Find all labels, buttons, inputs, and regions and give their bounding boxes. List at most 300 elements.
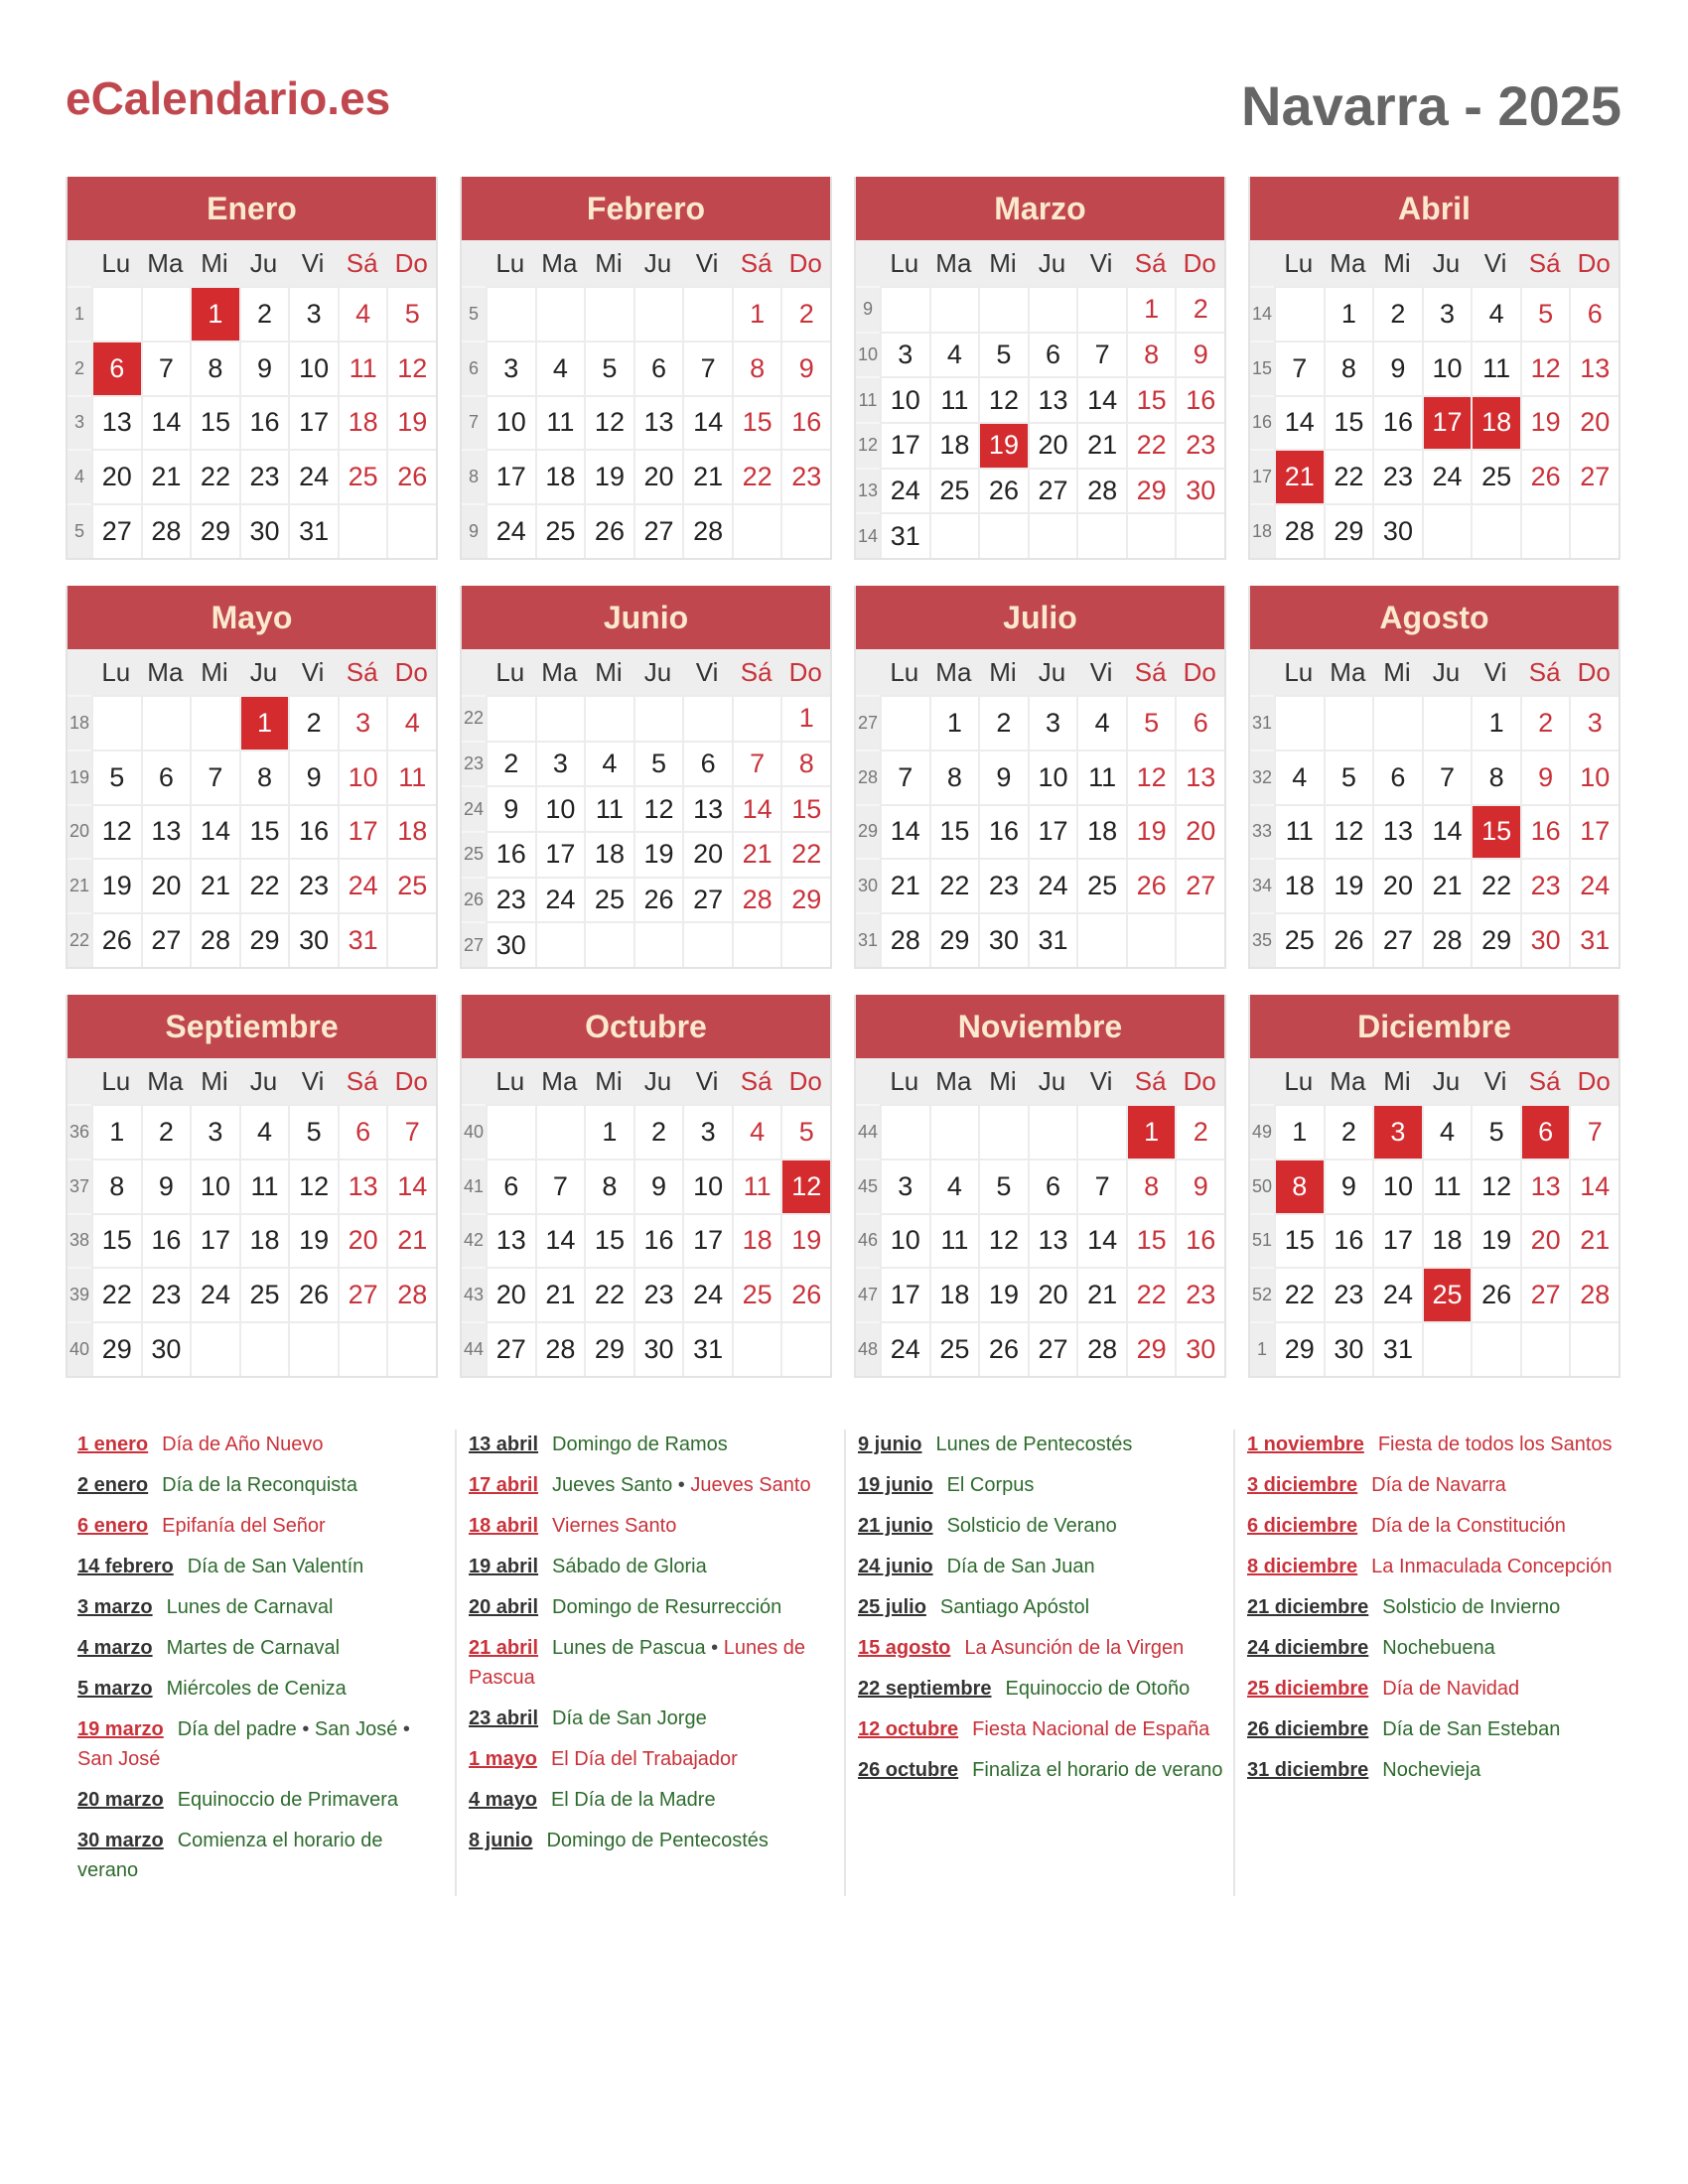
day-cell[interactable]: 8 [780,741,830,786]
holiday-date[interactable]: 6 enero [77,1515,149,1537]
day-cell[interactable]: 3 [880,332,929,377]
day-cell[interactable]: 26 [780,1267,830,1321]
holiday-date[interactable]: 4 mayo [469,1789,537,1811]
holiday-date[interactable]: 12 octubre [858,1718,959,1740]
day-cell[interactable]: 19 [1126,804,1176,859]
day-cell[interactable]: 20 [338,1213,387,1268]
day-cell[interactable]: 28 [1422,912,1472,967]
day-cell[interactable]: 31 [288,503,338,558]
day-cell[interactable]: 5 [91,750,141,804]
day-cell[interactable]: 15 [239,804,289,859]
day-cell[interactable]: 19 [288,1213,338,1268]
day-cell[interactable]: 22 [1274,1267,1324,1321]
day-cell[interactable]: 7 [732,741,781,786]
day-cell[interactable]: 18 [1471,395,1520,450]
day-cell[interactable]: 25 [239,1267,289,1321]
day-cell[interactable]: 14 [386,1159,436,1213]
day-cell[interactable]: 4 [338,286,387,341]
day-cell[interactable]: 31 [682,1321,732,1376]
holiday-date[interactable]: 3 marzo [77,1596,153,1618]
day-cell[interactable]: 15 [732,395,781,450]
day-cell[interactable]: 8 [1471,750,1520,804]
day-cell[interactable]: 17 [535,831,585,877]
day-cell[interactable]: 15 [1324,395,1373,450]
day-cell[interactable]: 25 [1274,912,1324,967]
day-cell[interactable]: 26 [1471,1267,1520,1321]
day-cell[interactable]: 25 [386,858,436,912]
day-cell[interactable]: 5 [584,341,633,395]
day-cell[interactable]: 14 [190,804,239,859]
day-cell[interactable]: 13 [486,1213,535,1268]
day-cell[interactable]: 10 [190,1159,239,1213]
day-cell[interactable]: 14 [732,785,781,831]
day-cell[interactable]: 31 [880,512,929,558]
day-cell[interactable]: 8 [732,341,781,395]
day-cell[interactable]: 20 [1028,1267,1077,1321]
holiday-date[interactable]: 1 mayo [469,1748,537,1770]
day-cell[interactable]: 14 [1274,395,1324,450]
day-cell[interactable]: 24 [1372,1267,1422,1321]
day-cell[interactable]: 30 [1324,1321,1373,1376]
holiday-date[interactable]: 23 abril [469,1707,539,1729]
day-cell[interactable]: 4 [1471,286,1520,341]
day-cell[interactable]: 4 [386,695,436,750]
day-cell[interactable]: 22 [1126,422,1176,468]
day-cell[interactable]: 16 [486,831,535,877]
day-cell[interactable]: 31 [1372,1321,1422,1376]
day-cell[interactable]: 5 [1324,750,1373,804]
day-cell[interactable]: 1 [1324,286,1373,341]
day-cell[interactable]: 19 [1471,1213,1520,1268]
day-cell[interactable]: 27 [1028,468,1077,513]
day-cell[interactable]: 25 [732,1267,781,1321]
day-cell[interactable]: 16 [1372,395,1422,450]
day-cell[interactable]: 5 [1471,1104,1520,1159]
day-cell[interactable]: 24 [1569,858,1618,912]
holiday-date[interactable]: 21 diciembre [1247,1596,1369,1618]
day-cell[interactable]: 4 [929,332,979,377]
day-cell[interactable]: 3 [1028,695,1077,750]
day-cell[interactable]: 12 [978,1213,1028,1268]
day-cell[interactable]: 27 [91,503,141,558]
day-cell[interactable]: 8 [1324,341,1373,395]
day-cell[interactable]: 26 [91,912,141,967]
day-cell[interactable]: 12 [386,341,436,395]
day-cell[interactable]: 3 [288,286,338,341]
day-cell[interactable]: 14 [141,395,191,450]
day-cell[interactable]: 19 [1520,395,1570,450]
holiday-date[interactable]: 17 abril [469,1474,539,1496]
holiday-date[interactable]: 14 febrero [77,1556,174,1577]
day-cell[interactable]: 26 [633,877,683,922]
holiday-date[interactable]: 19 abril [469,1556,539,1577]
day-cell[interactable]: 30 [288,912,338,967]
day-cell[interactable]: 18 [338,395,387,450]
day-cell[interactable]: 4 [1076,695,1126,750]
day-cell[interactable]: 27 [486,1321,535,1376]
day-cell[interactable]: 16 [288,804,338,859]
day-cell[interactable]: 18 [929,1267,979,1321]
day-cell[interactable]: 28 [190,912,239,967]
holiday-date[interactable]: 13 abril [469,1433,539,1455]
day-cell[interactable]: 30 [633,1321,683,1376]
day-cell[interactable]: 2 [1324,1104,1373,1159]
day-cell[interactable]: 14 [535,1213,585,1268]
day-cell[interactable]: 21 [1076,422,1126,468]
day-cell[interactable]: 15 [91,1213,141,1268]
day-cell[interactable]: 17 [338,804,387,859]
day-cell[interactable]: 6 [682,741,732,786]
day-cell[interactable]: 10 [535,785,585,831]
day-cell[interactable]: 28 [535,1321,585,1376]
day-cell[interactable]: 15 [190,395,239,450]
day-cell[interactable]: 24 [682,1267,732,1321]
day-cell[interactable]: 18 [584,831,633,877]
day-cell[interactable]: 16 [780,395,830,450]
day-cell[interactable]: 12 [288,1159,338,1213]
day-cell[interactable]: 6 [486,1159,535,1213]
day-cell[interactable]: 16 [141,1213,191,1268]
day-cell[interactable]: 29 [1471,912,1520,967]
day-cell[interactable]: 8 [584,1159,633,1213]
day-cell[interactable]: 21 [1076,1267,1126,1321]
day-cell[interactable]: 8 [1126,332,1176,377]
day-cell[interactable]: 8 [1126,1159,1176,1213]
day-cell[interactable]: 25 [1422,1267,1472,1321]
holiday-date[interactable]: 21 abril [469,1637,539,1659]
holiday-date[interactable]: 5 marzo [77,1678,153,1700]
day-cell[interactable]: 18 [239,1213,289,1268]
day-cell[interactable]: 7 [1076,1159,1126,1213]
day-cell[interactable]: 21 [732,831,781,877]
day-cell[interactable]: 20 [682,831,732,877]
day-cell[interactable]: 8 [929,750,979,804]
day-cell[interactable]: 27 [338,1267,387,1321]
day-cell[interactable]: 27 [682,877,732,922]
day-cell[interactable]: 3 [338,695,387,750]
day-cell[interactable]: 9 [1324,1159,1373,1213]
day-cell[interactable]: 26 [978,468,1028,513]
day-cell[interactable]: 2 [239,286,289,341]
day-cell[interactable]: 1 [584,1104,633,1159]
holiday-date[interactable]: 30 marzo [77,1830,164,1851]
day-cell[interactable]: 20 [1569,395,1618,450]
day-cell[interactable]: 22 [190,449,239,503]
day-cell[interactable]: 17 [682,1213,732,1268]
day-cell[interactable]: 20 [1520,1213,1570,1268]
day-cell[interactable]: 6 [1175,695,1224,750]
day-cell[interactable]: 12 [1126,750,1176,804]
day-cell[interactable]: 8 [239,750,289,804]
day-cell[interactable]: 29 [1274,1321,1324,1376]
day-cell[interactable]: 10 [288,341,338,395]
day-cell[interactable]: 1 [1471,695,1520,750]
holiday-date[interactable]: 19 junio [858,1474,933,1496]
day-cell[interactable]: 3 [1422,286,1472,341]
day-cell[interactable]: 8 [91,1159,141,1213]
day-cell[interactable]: 6 [338,1104,387,1159]
day-cell[interactable]: 7 [386,1104,436,1159]
day-cell[interactable]: 19 [91,858,141,912]
day-cell[interactable]: 13 [338,1159,387,1213]
day-cell[interactable]: 8 [190,341,239,395]
day-cell[interactable]: 14 [1076,376,1126,422]
day-cell[interactable]: 20 [1175,804,1224,859]
day-cell[interactable]: 7 [190,750,239,804]
day-cell[interactable]: 24 [486,503,535,558]
day-cell[interactable]: 21 [1422,858,1472,912]
day-cell[interactable]: 31 [1569,912,1618,967]
day-cell[interactable]: 1 [239,695,289,750]
day-cell[interactable]: 24 [288,449,338,503]
day-cell[interactable]: 23 [1372,449,1422,503]
day-cell[interactable]: 14 [1422,804,1472,859]
day-cell[interactable]: 18 [929,422,979,468]
day-cell[interactable]: 6 [1520,1104,1570,1159]
day-cell[interactable]: 10 [1422,341,1472,395]
day-cell[interactable]: 18 [1274,858,1324,912]
day-cell[interactable]: 30 [1175,468,1224,513]
day-cell[interactable]: 3 [1372,1104,1422,1159]
day-cell[interactable]: 7 [1274,341,1324,395]
day-cell[interactable]: 10 [1372,1159,1422,1213]
day-cell[interactable]: 13 [91,395,141,450]
day-cell[interactable]: 5 [288,1104,338,1159]
day-cell[interactable]: 28 [1569,1267,1618,1321]
day-cell[interactable]: 23 [780,449,830,503]
day-cell[interactable]: 6 [1569,286,1618,341]
day-cell[interactable]: 15 [1274,1213,1324,1268]
day-cell[interactable]: 3 [1569,695,1618,750]
day-cell[interactable]: 30 [1520,912,1570,967]
day-cell[interactable]: 2 [780,286,830,341]
day-cell[interactable]: 13 [1175,750,1224,804]
day-cell[interactable]: 20 [1372,858,1422,912]
day-cell[interactable]: 1 [732,286,781,341]
holiday-date[interactable]: 4 marzo [77,1637,153,1659]
day-cell[interactable]: 22 [91,1267,141,1321]
day-cell[interactable]: 25 [929,468,979,513]
day-cell[interactable]: 4 [1274,750,1324,804]
holiday-date[interactable]: 3 diciembre [1247,1474,1358,1496]
day-cell[interactable]: 13 [1372,804,1422,859]
day-cell[interactable]: 9 [633,1159,683,1213]
day-cell[interactable]: 9 [141,1159,191,1213]
day-cell[interactable]: 13 [1569,341,1618,395]
day-cell[interactable]: 25 [1471,449,1520,503]
day-cell[interactable]: 28 [1076,1321,1126,1376]
day-cell[interactable]: 7 [1076,332,1126,377]
day-cell[interactable]: 27 [1028,1321,1077,1376]
holiday-date[interactable]: 25 diciembre [1247,1678,1369,1700]
day-cell[interactable]: 12 [584,395,633,450]
day-cell[interactable]: 2 [1175,286,1224,332]
day-cell[interactable]: 14 [1569,1159,1618,1213]
day-cell[interactable]: 24 [1422,449,1472,503]
day-cell[interactable]: 20 [633,449,683,503]
day-cell[interactable]: 1 [1126,1104,1176,1159]
day-cell[interactable]: 10 [486,395,535,450]
day-cell[interactable]: 26 [1324,912,1373,967]
day-cell[interactable]: 19 [584,449,633,503]
holiday-date[interactable]: 9 junio [858,1433,922,1455]
day-cell[interactable]: 4 [239,1104,289,1159]
day-cell[interactable]: 21 [141,449,191,503]
brand-logo[interactable]: eCalendario.es [66,72,391,124]
day-cell[interactable]: 22 [732,449,781,503]
day-cell[interactable]: 10 [1569,750,1618,804]
day-cell[interactable]: 12 [633,785,683,831]
day-cell[interactable]: 29 [239,912,289,967]
day-cell[interactable]: 28 [682,503,732,558]
day-cell[interactable]: 19 [978,1267,1028,1321]
day-cell[interactable]: 7 [1422,750,1472,804]
day-cell[interactable]: 21 [1274,449,1324,503]
day-cell[interactable]: 7 [880,750,929,804]
day-cell[interactable]: 11 [239,1159,289,1213]
holiday-date[interactable]: 24 diciembre [1247,1637,1369,1659]
day-cell[interactable]: 27 [1175,858,1224,912]
day-cell[interactable]: 26 [584,503,633,558]
day-cell[interactable]: 5 [978,332,1028,377]
day-cell[interactable]: 29 [1126,468,1176,513]
day-cell[interactable]: 2 [633,1104,683,1159]
day-cell[interactable]: 25 [338,449,387,503]
day-cell[interactable]: 23 [239,449,289,503]
day-cell[interactable]: 16 [239,395,289,450]
day-cell[interactable]: 24 [190,1267,239,1321]
day-cell[interactable]: 7 [141,341,191,395]
day-cell[interactable]: 22 [1324,449,1373,503]
day-cell[interactable]: 24 [880,1321,929,1376]
day-cell[interactable]: 1 [190,286,239,341]
day-cell[interactable]: 19 [1324,858,1373,912]
day-cell[interactable]: 25 [535,503,585,558]
day-cell[interactable]: 11 [1274,804,1324,859]
day-cell[interactable]: 9 [288,750,338,804]
day-cell[interactable]: 21 [1569,1213,1618,1268]
day-cell[interactable]: 11 [732,1159,781,1213]
day-cell[interactable]: 1 [91,1104,141,1159]
day-cell[interactable]: 23 [633,1267,683,1321]
day-cell[interactable]: 6 [91,341,141,395]
day-cell[interactable]: 3 [880,1159,929,1213]
day-cell[interactable]: 27 [633,503,683,558]
day-cell[interactable]: 12 [91,804,141,859]
day-cell[interactable]: 15 [1471,804,1520,859]
day-cell[interactable]: 18 [386,804,436,859]
day-cell[interactable]: 7 [1569,1104,1618,1159]
day-cell[interactable]: 26 [1520,449,1570,503]
holiday-date[interactable]: 26 octubre [858,1759,959,1781]
day-cell[interactable]: 9 [978,750,1028,804]
day-cell[interactable]: 6 [1028,332,1077,377]
day-cell[interactable]: 11 [535,395,585,450]
day-cell[interactable]: 6 [1028,1159,1077,1213]
day-cell[interactable]: 19 [780,1213,830,1268]
day-cell[interactable]: 28 [1076,468,1126,513]
day-cell[interactable]: 15 [929,804,979,859]
day-cell[interactable]: 2 [978,695,1028,750]
day-cell[interactable]: 2 [288,695,338,750]
day-cell[interactable]: 30 [486,921,535,967]
holiday-date[interactable]: 21 junio [858,1515,933,1537]
day-cell[interactable]: 1 [1126,286,1176,332]
day-cell[interactable]: 8 [1274,1159,1324,1213]
day-cell[interactable]: 12 [780,1159,830,1213]
day-cell[interactable]: 18 [1076,804,1126,859]
day-cell[interactable]: 25 [929,1321,979,1376]
holiday-date[interactable]: 1 enero [77,1433,149,1455]
day-cell[interactable]: 9 [780,341,830,395]
day-cell[interactable]: 25 [584,877,633,922]
day-cell[interactable]: 11 [1076,750,1126,804]
day-cell[interactable]: 11 [929,1213,979,1268]
day-cell[interactable]: 11 [929,376,979,422]
day-cell[interactable]: 27 [1520,1267,1570,1321]
day-cell[interactable]: 17 [288,395,338,450]
holiday-date[interactable]: 24 junio [858,1556,933,1577]
day-cell[interactable]: 16 [1175,1213,1224,1268]
day-cell[interactable]: 31 [338,912,387,967]
day-cell[interactable]: 30 [239,503,289,558]
day-cell[interactable]: 9 [1175,1159,1224,1213]
day-cell[interactable]: 16 [1175,376,1224,422]
day-cell[interactable]: 15 [584,1213,633,1268]
day-cell[interactable]: 12 [1520,341,1570,395]
day-cell[interactable]: 21 [386,1213,436,1268]
day-cell[interactable]: 14 [1076,1213,1126,1268]
day-cell[interactable]: 29 [584,1321,633,1376]
day-cell[interactable]: 22 [1126,1267,1176,1321]
day-cell[interactable]: 13 [1520,1159,1570,1213]
day-cell[interactable]: 19 [978,422,1028,468]
day-cell[interactable]: 10 [880,1213,929,1268]
day-cell[interactable]: 24 [535,877,585,922]
day-cell[interactable]: 18 [732,1213,781,1268]
day-cell[interactable]: 5 [1520,286,1570,341]
day-cell[interactable]: 29 [190,503,239,558]
day-cell[interactable]: 23 [1520,858,1570,912]
day-cell[interactable]: 20 [486,1267,535,1321]
day-cell[interactable]: 27 [1372,912,1422,967]
day-cell[interactable]: 14 [880,804,929,859]
holiday-date[interactable]: 2 enero [77,1474,149,1496]
day-cell[interactable]: 29 [1324,503,1373,558]
holiday-date[interactable]: 22 septiembre [858,1678,992,1700]
day-cell[interactable]: 28 [1274,503,1324,558]
day-cell[interactable]: 2 [1520,695,1570,750]
day-cell[interactable]: 11 [1422,1159,1472,1213]
holiday-date[interactable]: 6 diciembre [1247,1515,1358,1537]
day-cell[interactable]: 26 [288,1267,338,1321]
day-cell[interactable]: 13 [1028,1213,1077,1268]
holiday-date[interactable]: 26 diciembre [1247,1718,1369,1740]
day-cell[interactable]: 10 [880,376,929,422]
day-cell[interactable]: 6 [1372,750,1422,804]
day-cell[interactable]: 27 [1569,449,1618,503]
day-cell[interactable]: 3 [486,341,535,395]
day-cell[interactable]: 24 [338,858,387,912]
day-cell[interactable]: 25 [1076,858,1126,912]
day-cell[interactable]: 18 [535,449,585,503]
day-cell[interactable]: 7 [535,1159,585,1213]
day-cell[interactable]: 29 [929,912,979,967]
day-cell[interactable]: 19 [633,831,683,877]
day-cell[interactable]: 11 [338,341,387,395]
day-cell[interactable]: 29 [780,877,830,922]
day-cell[interactable]: 29 [1126,1321,1176,1376]
